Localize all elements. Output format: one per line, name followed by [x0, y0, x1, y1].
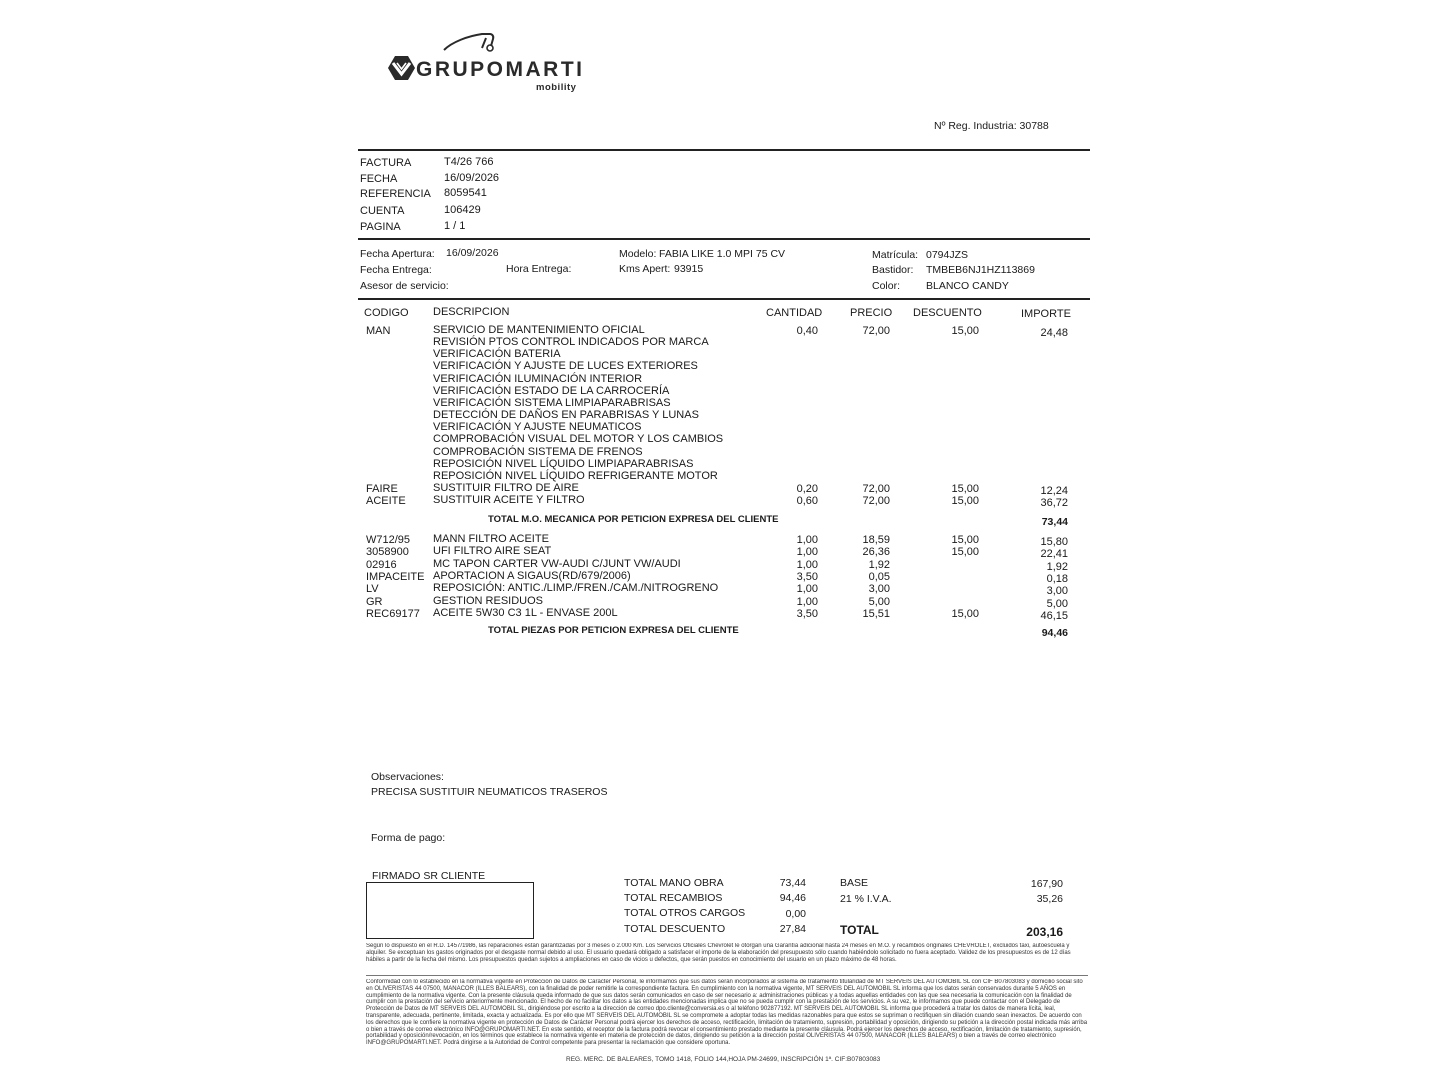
factura-label: FACTURA [360, 157, 412, 169]
bastidor-value: TMBEB6NJ1HZ113869 [926, 264, 1035, 276]
parts-total-label: TOTAL PIEZAS POR PETICION EXPRESA DEL CLIENTE [488, 625, 739, 636]
bastidor-label: Bastidor: [872, 264, 914, 276]
line-quantity: 1,00 [796, 583, 818, 596]
factura-value: T4/26 766 [444, 156, 494, 168]
line-price: 1,92 [868, 558, 890, 571]
divider [358, 149, 1090, 151]
base-label: BASE [840, 877, 869, 889]
line-amount: 36,72 [1040, 497, 1068, 510]
labor-total-label: TOTAL M.O. MECANICA POR PETICION EXPRESA DEL CLIENTE [488, 514, 779, 525]
line-discount: 15,00 [951, 482, 979, 495]
color-value: BLANCO CANDY [926, 280, 1009, 292]
line-description: COMPROBACIÓN SISTEMA DE FRENOS [433, 445, 643, 458]
observaciones-label: Observaciones: [371, 771, 444, 783]
matricula-label: Matrícula: [872, 249, 919, 261]
line-description: APORTACION A SIGAUS(RD/679/2006) [433, 569, 631, 582]
brand-sub: mobility [536, 82, 577, 93]
line-price: 5,00 [868, 595, 890, 608]
line-price: 15,51 [862, 607, 890, 620]
iva-label: 21 % I.V.A. [840, 893, 892, 905]
line-description: UFI FILTRO AIRE SEAT [433, 545, 552, 558]
line-price: 18,59 [862, 534, 890, 546]
fecha-value: 16/09/2026 [444, 172, 500, 184]
line-description: VERIFICACIÓN SISTEMA LIMPIAPARABRISAS [433, 396, 671, 409]
reg-industria: Nº Reg. Industria: 30788 [934, 120, 1049, 132]
labor-total-value: 73,44 [1041, 516, 1068, 528]
total-mano-obra-label: TOTAL MANO OBRA [624, 877, 724, 889]
line-code: LV [366, 583, 379, 596]
line-price: 0,05 [868, 570, 890, 583]
line-price: 72,00 [862, 482, 890, 495]
total-descuento-label: TOTAL DESCUENTO [624, 923, 726, 935]
col-descuento: DESCUENTO [913, 307, 982, 319]
matricula-value: 0794JZS [926, 249, 969, 261]
total-otros-cargos-value: 0,00 [785, 908, 806, 920]
col-descripcion: DESCRIPCION [433, 306, 510, 318]
kms-value: 93915 [674, 263, 704, 275]
fecha-entrega-label: Fecha Entrega: [360, 264, 432, 276]
line-code: IMPACEITE [366, 570, 425, 583]
line-quantity: 3,50 [796, 607, 818, 620]
line-quantity: 0,20 [796, 482, 818, 495]
base-value: 167,90 [1030, 878, 1063, 890]
line-description: SUSTITUIR ACEITE Y FILTRO [433, 494, 585, 507]
col-cantidad: CANTIDAD [766, 307, 823, 319]
total-descuento-value: 27,84 [779, 923, 806, 935]
line-code: 3058900 [366, 546, 409, 559]
line-description: VERIFICACIÓN Y AJUSTE DE LUCES EXTERIORES [433, 360, 698, 373]
signature-box [366, 882, 534, 939]
line-amount: 3,00 [1046, 585, 1068, 598]
col-precio: PRECIO [850, 307, 893, 319]
line-code: 02916 [366, 558, 397, 571]
forma-pago-label: Forma de pago: [371, 832, 446, 844]
fecha-apertura-value: 16/09/2026 [446, 247, 499, 259]
line-description: MANN FILTRO ACEITE [433, 533, 549, 545]
total-recambios-value: 94,46 [779, 892, 806, 904]
pagina-value: 1 / 1 [444, 220, 466, 232]
observaciones-text: PRECISA SUSTITUIR NEUMATICOS TRASEROS [371, 786, 608, 798]
line-amount: 15,80 [1040, 536, 1068, 548]
line-quantity: 1,00 [796, 534, 818, 546]
color-label: Color: [872, 280, 901, 292]
line-description: SERVICIO DE MANTENIMIENTO OFICIAL [433, 324, 645, 336]
referencia-value: 8059541 [444, 187, 487, 199]
line-price: 26,36 [862, 546, 890, 559]
line-code: FAIRE [366, 482, 398, 495]
modelo-label: Modelo: [619, 248, 657, 260]
total-value: 203,16 [1026, 925, 1063, 939]
brand-name: GRUPOMARTI [416, 58, 585, 81]
line-quantity: 1,00 [796, 546, 818, 559]
parts-total-value: 94,46 [1041, 627, 1068, 639]
referencia-label: REFERENCIA [360, 188, 431, 200]
firmado-label: FIRMADO SR CLIENTE [372, 870, 486, 882]
line-amount: 1,92 [1046, 560, 1068, 573]
line-amount: 46,15 [1040, 609, 1068, 622]
fecha-label: FECHA [360, 173, 398, 185]
line-discount: 15,00 [951, 534, 979, 546]
line-quantity: 1,00 [796, 558, 818, 571]
hora-entrega-label: Hora Entrega: [506, 263, 572, 275]
line-discount: 15,00 [951, 325, 979, 337]
line-description: VERIFICACIÓN BATERIA [433, 348, 561, 361]
line-description: REVISIÓN PTOS CONTROL INDICADOS POR MARCA [433, 336, 709, 349]
total-mano-obra-value: 73,44 [779, 877, 806, 889]
total-recambios-label: TOTAL RECAMBIOS [624, 892, 723, 904]
cuenta-value: 106429 [444, 204, 481, 216]
line-description: VERIFICACIÓN ILUMINACIÓN INTERIOR [433, 372, 643, 385]
divider [366, 975, 1088, 976]
line-quantity: 1,00 [796, 595, 818, 608]
legal-privacy-text: Conformidad con lo establecido en la normativa vigente en Protección de Datos de Carácter Personal, le informamos que sus datos serán incorporados al sistema de tratamiento titularidad de MT SERVEIS DEL AUTOMOBIL SL con CIF B07803083 y domicilio social sito en OLIVERISTAS 44 07500, MANACOR (ILLES BALEARS), con la finalidad de poder remitirle la correspondiente factura. En cumplimiento con la normativa vigente, MT SERVEIS DEL AUTOMOBIL SL informa que los datos serán conservados durante 5 AÑOS en cumplimiento de la normativa vigente. Con la presente cláusula queda informado de que sus datos serán comunicados en caso de ser necesario a: administraciones públicas y a todas aquellas entidades con las que sea necesaria la comunicación con la finalidad de cumplir con la prestación del servicio anteriormente mencionado. El hecho de no facilitar los datos a las entidades mencionadas implica que no se pueda cumplir con la prestación de los servicios. A su vez, le informamos que puede contactar con el Delegado de Protección de Datos de MT SERVEIS DEL AUTOMOBIL SL, dirigiéndose por escrito a la dirección de correo dpo.cliente@conversia.es o al teléfono 902877192. MT SERVEIS DEL AUTOMOBIL SL informa que procederá a tratar los datos de manera lícita, leal, transparente, adecuada, pertinente, limitada, exacta y actualizada. Es por ello que MT SERVEIS DEL AUTOMOBIL SL se compromete a adoptar todas las medidas razonables para que estos se supriman o rectifiquen sin dilación cuando sean inexactos. De acuerdo con los derechos que le confiere la normativa vigente en protección de Datos de Carácter Personal podrá ejercer los derechos de acceso, rectificación, limitación de tratamiento, supresión, portabilidad y oposición, dirigiendo su petición a la dirección postal indicada más arriba o bien a través de correo electrónico INFO@GRUPOMARTI.NET. En este sentido, el receptor de la factura podrá revocar el consentimiento prestado mediante la presente cláusula. Podrá ejercer los derechos de acceso, rectificación, limitación de tratamiento, supresión, portabilidad y oposición/revocación, en los términos que establece la normativa vigente en materia de protección de datos, dirigiendo su petición a la dirección postal OLIVERISTAS 44 07500, MANACOR (ILLES BALEARS) o bien a través de correo electrónico INFO@GRUPOMARTI.NET. Podrá dirigirse a la Autoridad de Control competente para presentar la reclamación que considere oportuna. [366, 979, 1088, 1047]
legal-warranty-text: Según lo dispuesto en el R.D. 1457/1986, las reparaciones están garantizadas por 3 meses o 2.000 Km. Los Servicios Oficiales Chevrolet le otorgan una Garantía adicional hasta 24 meses en M.O. y recambios originales CHEVROLET, excluidos taxi, autoescuela y alquiler. Se exceptuan los gastos originados por el desgaste normal debido al uso. El usuario quedará obligado a satisfacer el importe de la elaboración del presupuesto sólo cuando habiéndolo solicitado no fuera aceptado. Validez de los presupuestos es de 12 días hábiles a partir de la fecha del mismo. Los presupuestos quedan sujetos a ampliaciones en caso de vicios u defectos, que serán puestos en conocimiento del usuario en un plazo máximo de 48 horas. [366, 943, 1071, 963]
line-description: REPOSICIÓN NIVEL LÍQUIDO LIMPIAPARABRISAS [433, 457, 694, 470]
line-price: 72,00 [862, 495, 890, 508]
line-price: 3,00 [868, 583, 890, 596]
pagina-label: PAGINA [360, 221, 401, 233]
col-importe: IMPORTE [1021, 308, 1071, 320]
asesor-label: Asesor de servicio: [360, 280, 449, 292]
line-amount: 24,48 [1040, 327, 1068, 339]
fecha-apertura-label: Fecha Apertura: [360, 248, 435, 260]
divider [358, 298, 1090, 300]
line-discount: 15,00 [951, 495, 979, 508]
line-discount: 15,00 [951, 607, 979, 620]
line-amount: 5,00 [1046, 597, 1068, 610]
line-amount: 22,41 [1040, 548, 1068, 561]
line-description: REPOSICIÓN NIVEL LÍQUIDO REFRIGERANTE MOTOR [433, 469, 718, 482]
line-code: REC69177 [366, 607, 420, 620]
line-price: 72,00 [862, 325, 890, 337]
line-description: VERIFICACIÓN Y AJUSTE NEUMATICOS [433, 421, 642, 434]
line-code: GR [366, 595, 383, 608]
line-amount: 0,18 [1046, 572, 1068, 585]
footer-registry: REG. MERC. DE BALEARES, TOMO 1418, FOLIO 144,HOJA PM-24699, INSCRIPCIÓN 1ª. CIF:B07803083 [566, 1056, 881, 1063]
col-codigo: CODIGO [364, 307, 409, 319]
line-description: GESTION RESIDUOS [433, 594, 544, 607]
line-description: COMPROBACIÓN VISUAL DEL MOTOR Y LOS CAMBIOS [433, 433, 724, 446]
line-description: DETECCIÓN DE DAÑOS EN PARABRISAS Y LUNAS [433, 409, 699, 422]
line-quantity: 0,40 [796, 325, 818, 337]
total-otros-cargos-label: TOTAL OTROS CARGOS [624, 907, 746, 919]
line-amount: 12,24 [1040, 484, 1068, 497]
iva-value: 35,26 [1036, 893, 1063, 905]
modelo-value: FABIA LIKE 1.0 MPI 75 CV [659, 248, 786, 260]
divider [358, 238, 1090, 240]
kms-label: Kms Apert: [619, 263, 671, 275]
line-description: VERIFICACIÓN ESTADO DE LA CARROCERÍA [433, 384, 670, 397]
line-code: MAN [366, 325, 391, 337]
cuenta-label: CUENTA [360, 205, 405, 217]
line-description: SUSTITUIR FILTRO DE AIRE [433, 481, 579, 494]
line-description: REPOSICIÓN: ANTIC./LIMP./FREN./CAM./NITROGRENO [433, 582, 719, 595]
line-quantity: 0,60 [796, 495, 818, 508]
line-description: ACEITE 5W30 C3 1L - ENVASE 200L [433, 606, 618, 619]
line-code: W712/95 [366, 534, 411, 546]
total-label: TOTAL [840, 923, 879, 937]
line-quantity: 3,50 [796, 570, 818, 583]
line-description: MC TAPON CARTER VW-AUDI C/JUNT VW/AUDI [433, 557, 681, 570]
line-discount: 15,00 [951, 546, 979, 559]
line-code: ACEITE [366, 495, 406, 508]
